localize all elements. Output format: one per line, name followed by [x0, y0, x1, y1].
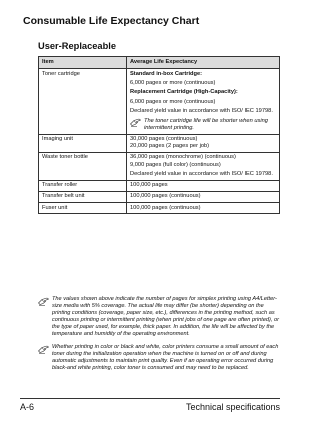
- page-number: A-6: [20, 402, 35, 412]
- consumables-table: [38, 56, 280, 214]
- table-row: [39, 134, 280, 152]
- toner-standard-title: Standard in-box Cartridge:: [130, 70, 203, 77]
- note-text-1: The values shown above indicate the number of pages for simplex printing using A4/Letter-size media with 5% coverage. The actual life may differ (be shorter) depending on the printing conditions (coverage, paper size, etc.), differences in the printing method, such as continuous printing or intermittent printing (when print jobs of one page are often printed), or the type of paper used, for example, thick paper. In addition, the life will be affected by the temperature and humidity of the operating environment.: [52, 296, 279, 338]
- header-item: Item: [39, 57, 127, 69]
- row-value-transfer-belt: 100,000 pages (continuous): [127, 191, 280, 202]
- row-item-imaging: Imaging unit: [39, 134, 127, 152]
- row-value-fuser: 100,000 pages (continuous): [127, 203, 280, 214]
- note-text-2: Whether printing in color or black and white, color printers consume a small amount of each toner during the initialization operation when the machine is turned on or off and during automatic adjustments to maintain print quality. Even if an operating error occurred during black-and white printing, color toner is consumed and may need to be replaced.: [52, 343, 279, 371]
- row-item-waste: Waste toner bottle: [39, 152, 127, 180]
- note-hand-icon: [38, 345, 49, 355]
- row-value-imaging: [127, 134, 280, 152]
- page-title: Consumable Life Expectancy Chart: [23, 15, 200, 27]
- toner-standard-value: 6,000 pages or more (continuous): [130, 80, 216, 87]
- section-title: User-Replaceable: [38, 41, 117, 51]
- toner-declared: Declared yield value in accordance with ISO/ IEC 19798.: [130, 108, 273, 115]
- row-item-fuser: Fuser unit: [39, 203, 127, 214]
- notes-section: [38, 296, 280, 377]
- toner-note: [130, 118, 276, 132]
- imaging-line1: 30,000 pages (continuous): [130, 136, 198, 143]
- footer-divider: [20, 398, 280, 399]
- toner-replacement-value: 6,000 pages or more (continuous): [130, 98, 216, 105]
- row-value-transfer-roller: 100,000 pages: [127, 180, 280, 191]
- table-row: [39, 69, 280, 134]
- waste-line2: 9,000 pages (full color) (continuous): [130, 161, 221, 168]
- row-value-toner: [127, 69, 280, 134]
- note-hand-icon: [38, 297, 49, 307]
- footer-chapter: Technical specifications: [185, 402, 280, 412]
- note-block: [38, 296, 280, 339]
- table-row: [39, 180, 280, 191]
- table-row: [39, 191, 280, 202]
- note-hand-icon: [130, 118, 141, 128]
- toner-replacement-title: Replacement Cartridge (High-Capacity):: [130, 89, 238, 96]
- waste-declared: Declared yield value in accordance with ISO/ IEC 19798.: [130, 171, 273, 178]
- imaging-line2: 20,000 pages (2 pages per job): [130, 143, 210, 150]
- note-block: [38, 344, 280, 372]
- table-row: [39, 152, 280, 180]
- waste-line1: 36,000 pages (monochrome) (continuous): [130, 154, 236, 161]
- header-life: Average Life Expectancy: [127, 57, 280, 69]
- row-item-transfer-belt: Transfer belt unit: [39, 191, 127, 202]
- table-row: [39, 203, 280, 214]
- toner-note-text: The toner cartridge life will be shorter when using intermittent printing.: [144, 117, 268, 131]
- table-header-row: [39, 57, 280, 69]
- row-item-transfer-roller: Transfer roller: [39, 180, 127, 191]
- row-value-waste: [127, 152, 280, 180]
- row-item-toner: Toner cartridge: [39, 69, 127, 134]
